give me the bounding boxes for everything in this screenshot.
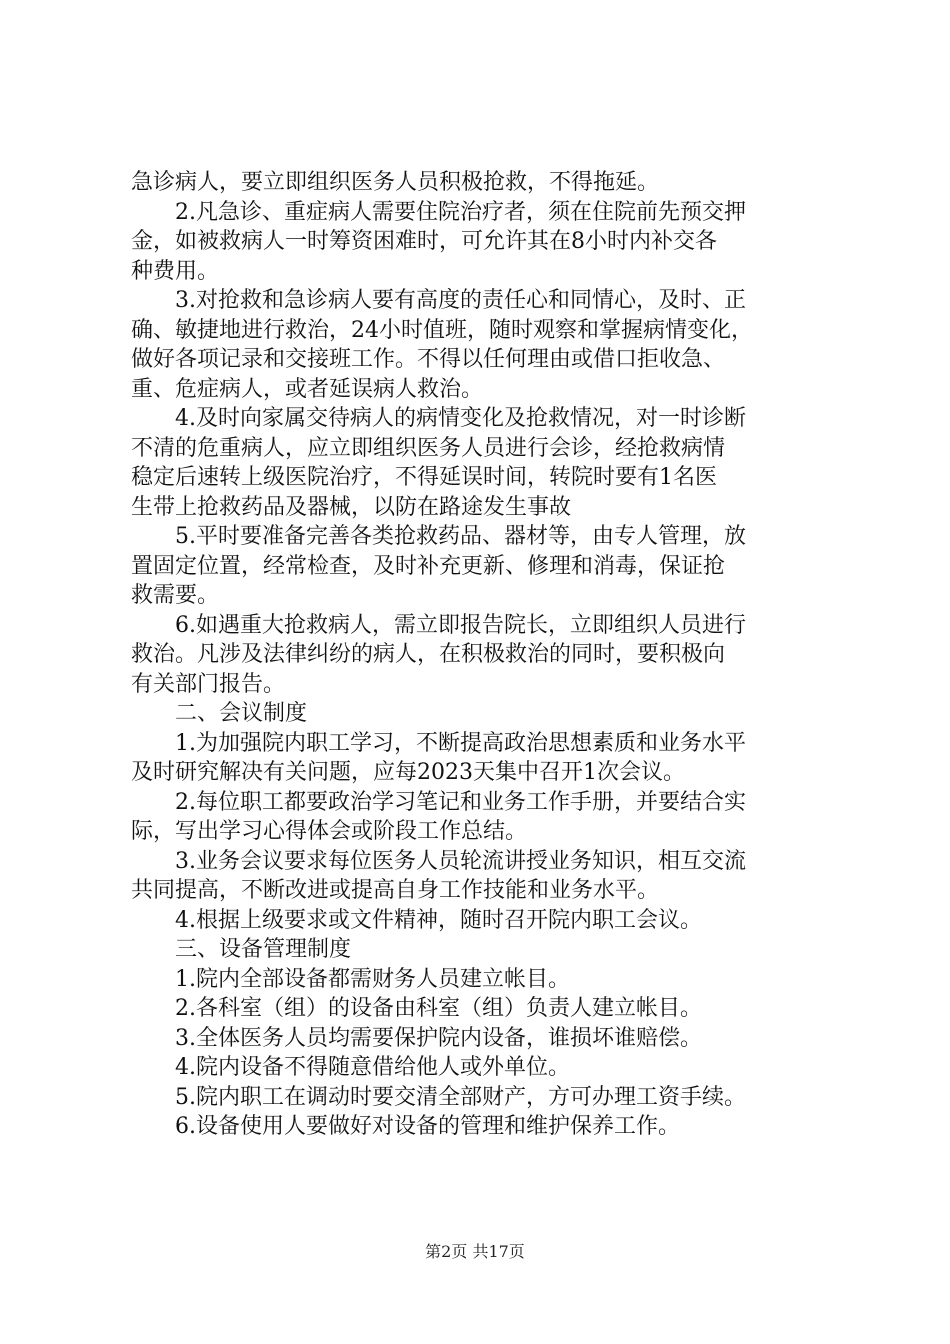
document-body bbox=[131, 168, 843, 1142]
text-line: 1.院内全部设备都需财务人员建立帐目。 bbox=[131, 966, 570, 992]
text-line: 种费用。 bbox=[131, 258, 220, 284]
text-line: 4.及时向家属交待病人的病情变化及抢救情况，对一时诊断 bbox=[131, 406, 746, 431]
text-line: 急诊病人，要立即组织医务人员积极抢救，不得拖延。 bbox=[131, 170, 660, 195]
text-line: 生带上抢救药品及器械，以防在路途发生事故 bbox=[131, 494, 572, 520]
text-line: 共同提高，不断改进或提高自身工作技能和业务水平。 bbox=[131, 878, 660, 903]
text-line: 4.根据上级要求或文件精神，随时召开院内职工会议。 bbox=[131, 907, 702, 933]
text-line: 有关部门报告。 bbox=[131, 671, 286, 697]
text-line: 救治。凡涉及法律纠纷的病人，在积极救治的同时，要积极向 bbox=[131, 642, 726, 667]
text-line: 1.为加强院内职工学习，不断提高政治思想素质和业务水平 bbox=[131, 730, 746, 756]
text-line: 2.各科室（组）的设备由科室（组）负责人建立帐目。 bbox=[131, 996, 702, 1021]
text-line: 5.院内职工在调动时要交清全部财产，方可办理工资手续。 bbox=[131, 1084, 746, 1110]
page-number-footer: 第2页 共17页 bbox=[425, 1242, 525, 1261]
section-heading: 二、会议制度 bbox=[131, 701, 308, 726]
text-line: 不清的危重病人，应立即组织医务人员进行会诊，经抢救病情 bbox=[131, 435, 726, 461]
text-line: 3.全体医务人员均需要保护院内设备，谁损坏谁赔偿。 bbox=[131, 1025, 702, 1051]
text-line: 6.如遇重大抢救病人，需立即报告院长，立即组织人员进行 bbox=[131, 612, 746, 638]
text-line: 际，写出学习心得体会或阶段工作总结。 bbox=[131, 819, 528, 844]
text-line: 确、敏捷地进行救治，24小时值班，随时观察和掌握病情变化， bbox=[131, 317, 753, 343]
text-line: 及时研究解决有关问题，应每2023天集中召开1次会议。 bbox=[131, 760, 685, 785]
section-heading: 三、设备管理制度 bbox=[131, 937, 352, 962]
text-line: 2.凡急诊、重症病人需要住院治疗者，须在住院前先预交押 bbox=[131, 199, 746, 225]
text-line: 2.每位职工都要政治学习笔记和业务工作手册，并要结合实 bbox=[131, 789, 746, 815]
text-line: 重、危症病人，或者延误病人救治。 bbox=[131, 376, 484, 402]
text-line: 3.对抢救和急诊病人要有高度的责任心和同情心，及时、正 bbox=[131, 288, 746, 313]
text-line: 5.平时要准备完善各类抢救药品、器材等，由专人管理，放 bbox=[131, 524, 746, 549]
text-line: 稳定后速转上级医院治疗，不得延误时间，转院时要有1名医 bbox=[131, 465, 717, 490]
text-line: 4.院内设备不得随意借给他人或外单位。 bbox=[131, 1055, 570, 1080]
text-line: 6.设备使用人要做好对设备的管理和维护保养工作。 bbox=[131, 1114, 680, 1139]
text-line: 3.业务会议要求每位医务人员轮流讲授业务知识，相互交流 bbox=[131, 848, 746, 874]
text-line: 置固定位置，经常检查，及时补充更新、修理和消毒，保证抢 bbox=[131, 553, 726, 579]
text-line: 救需要。 bbox=[131, 583, 220, 608]
text-line: 做好各项记录和交接班工作。不得以任何理由或借口拒收急、 bbox=[131, 347, 726, 372]
text-line: 金，如被救病人一时筹资困难时，可允许其在8小时内补交各 bbox=[131, 229, 717, 254]
